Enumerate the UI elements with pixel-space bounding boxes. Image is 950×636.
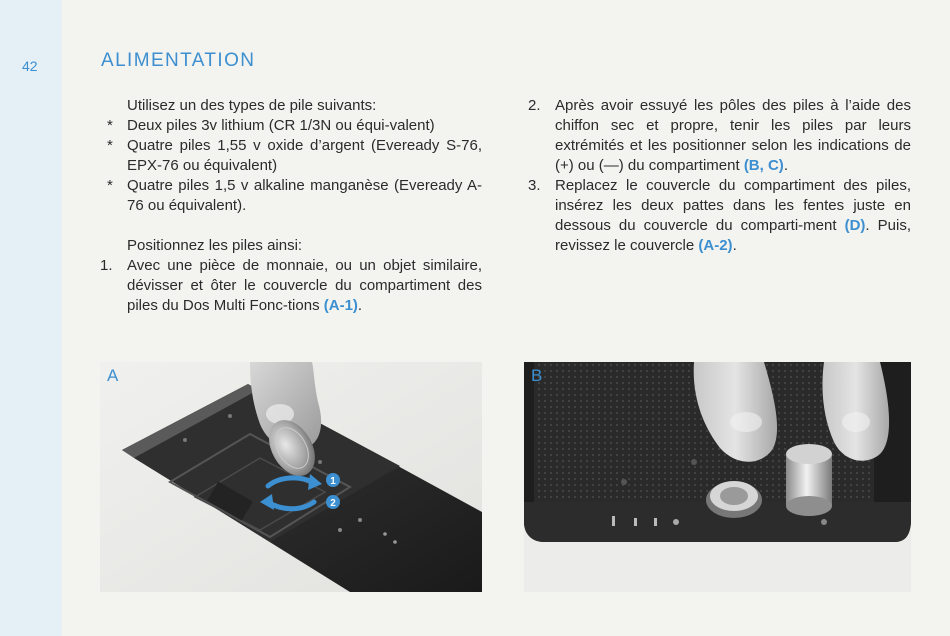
step-text: Avec une pièce de monnaie, ou un objet similaire, dévisser et ôter le couvercle du compartiment des piles du Dos Multi Fonc-tions (A-1).: [127, 257, 482, 314]
right-column: [528, 96, 911, 256]
step-number: 1.: [100, 257, 113, 274]
step-number: 2.: [528, 97, 541, 114]
step-marker-2-label: 2: [330, 498, 336, 509]
page-number: 42: [22, 58, 38, 74]
battery-option: [100, 176, 482, 216]
battery-option-text: Quatre piles 1,5 v alkaline manganèse (Eveready A-76 ou équivalent).: [127, 177, 482, 214]
battery-option-text: Deux piles 3v lithium (CR 1/3N ou équi-valent): [127, 117, 435, 134]
figure-b-photo: [524, 362, 911, 592]
step-1: [100, 256, 482, 316]
battery-types-intro: Utilisez un des types de pile suivants:: [127, 97, 377, 114]
step-3: [528, 176, 911, 256]
bullet-mark: *: [107, 177, 113, 194]
bullet-mark: *: [107, 117, 113, 134]
step-2: [528, 96, 911, 176]
page-title: ALIMENTATION: [101, 50, 256, 71]
bullet-mark: *: [107, 137, 113, 154]
page-margin-strip: [0, 0, 62, 636]
battery-option: [100, 116, 482, 136]
position-intro: Positionnez les piles ainsi:: [127, 237, 303, 254]
step-text: Replacez le couvercle du compartiment des piles, insérez les deux pattes dans les fentes juste en dessous du couvercle du comparti-ment (D). Puis, revissez le couvercle (A-2).: [555, 177, 911, 254]
battery-option-text: Quatre piles 1,55 v oxide d’argent (Eveready S-76, EPX-76 ou équivalent): [127, 137, 482, 174]
figure-a-label: A: [107, 366, 119, 385]
figure-reference: (B, C): [743, 157, 784, 174]
battery-option: [100, 136, 482, 176]
figure-reference: (D): [844, 217, 866, 234]
left-column: [100, 96, 482, 316]
figure-reference: (A-1): [323, 297, 358, 314]
figure-b-label: B: [531, 366, 543, 385]
figure-a-photo: [100, 362, 482, 592]
step-number: 3.: [528, 177, 541, 194]
step-marker-1-label: 1: [330, 476, 336, 487]
step-text: Après avoir essuyé les pôles des piles à l’aide des chiffon sec et propre, tenir les piles par leurs extrémités et les positionner selon les indications de (+) ou (—) du compartiment (B, C).: [555, 97, 911, 174]
figure-reference: (A-2): [698, 237, 733, 254]
